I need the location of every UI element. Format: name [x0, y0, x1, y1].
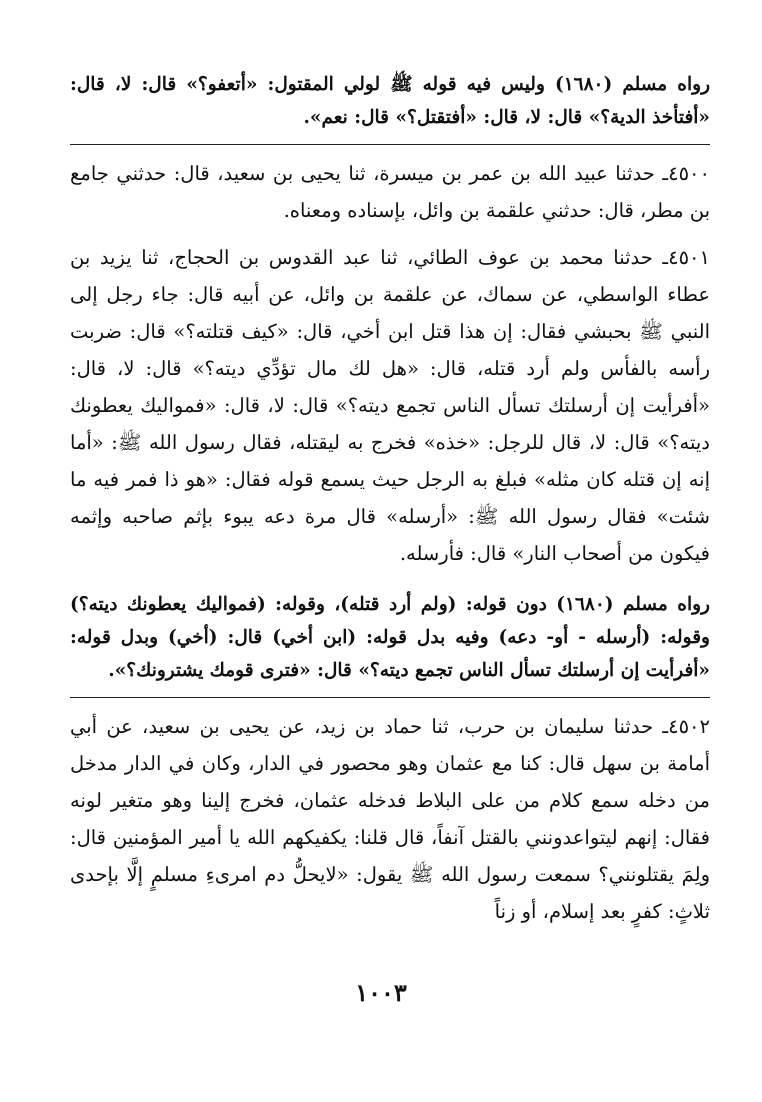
page-number: ١٠٠٣: [355, 978, 407, 1007]
page-body: [70, 68, 710, 940]
takhrij-note-2: رواه مسلم (١٦٨٠) دون قوله: (ولم أرد قتله)، وقوله: (فمواليك يعطونك ديته؟) وقوله: (أرسله - أو- دعه) وفيه بدل قوله: (ابن أخي) قال: (أخي) وبدل قوله: «أفرأيت إن أرسلتك تسأل الناس تجمع ديته؟» قال: «فترى قومك يشترونك؟».: [70, 594, 710, 681]
hadith-4501: ٤٥٠١ـ حدثنا محمد بن عوف الطائي، ثنا عبد القدوس بن الحجاج، ثنا يزيد بن عطاء الواسطي، عن سماك، عن علقمة بن وائل، عن أبيه قال: جاء رجل إلى النبي ﷺ بحبشي فقال: إن هذا قتل ابن أخي، قال: «كيف قتلته؟» قال: ضربت رأسه بالفأس ولم أرد قتله، قال: «هل لك مال تؤدِّي ديته؟» قال: لا، قال: «أفرأيت إن أرسلتك تسأل الناس تجمع ديته؟» قال: لا، قال: «فمواليك يعطونك ديته؟» قال: لا، قال للرجل: «خذه» فخرج به ليقتله، فقال رسول الله ﷺ: «أما إنه إن قتله كان مثله» فبلغ به الرجل حيث يسمع قوله فقال: «هو ذا فمر فيه ما شئت» فقال رسول الله ﷺ: «أرسله» قال مرة دعه يبوء بإثم صاحبه وإثمه فيكون من أصحاب النار» قال: فأرسله.: [70, 246, 710, 565]
hadith-4502: ٤٥٠٢ـ حدثنا سليمان بن حرب، ثنا حماد بن زيد، عن يحيى بن سعيد، عن أبي أمامة بن سهل قال: كنا مع عثمان وهو محصور في الدار، وكان في الدار مدخل من دخله سمع كلام من على البلاط فدخله عثمان، فخرج إلينا وهو متغير لونه فقال: إنهم ليتواعدونني بالقتل آنفاً، قال قلنا: يكفيكهم الله يا أمير المؤمنين قال: ولِمَ يقتلونني؟ سمعت رسول الله ﷺ يقول: «لايحلُّ دم امرىءِ مسلمٍ إلَّا بإحدى ثلاثٍ: كفرٍ بعد إسلام، أو زناً: [70, 715, 710, 923]
hadith-4500: ٤٥٠٠ـ حدثنا عبيد الله بن عمر بن ميسرة، ثنا يحيى بن سعيد، قال: حدثني جامع بن مطر، قال: حدثني علقمة بن وائل، بإسناده ومعناه.: [70, 162, 710, 222]
takhrij-note-1: رواه مسلم (١٦٨٠) وليس فيه قوله ﷺ لولي المقتول: «أتعفو؟» قال: لا، قال: «أفتأخذ الدية؟» قال: لا، قال: «أفتقتل؟» قال: نعم».: [70, 74, 711, 128]
divider: [70, 697, 710, 698]
divider: [70, 144, 710, 145]
